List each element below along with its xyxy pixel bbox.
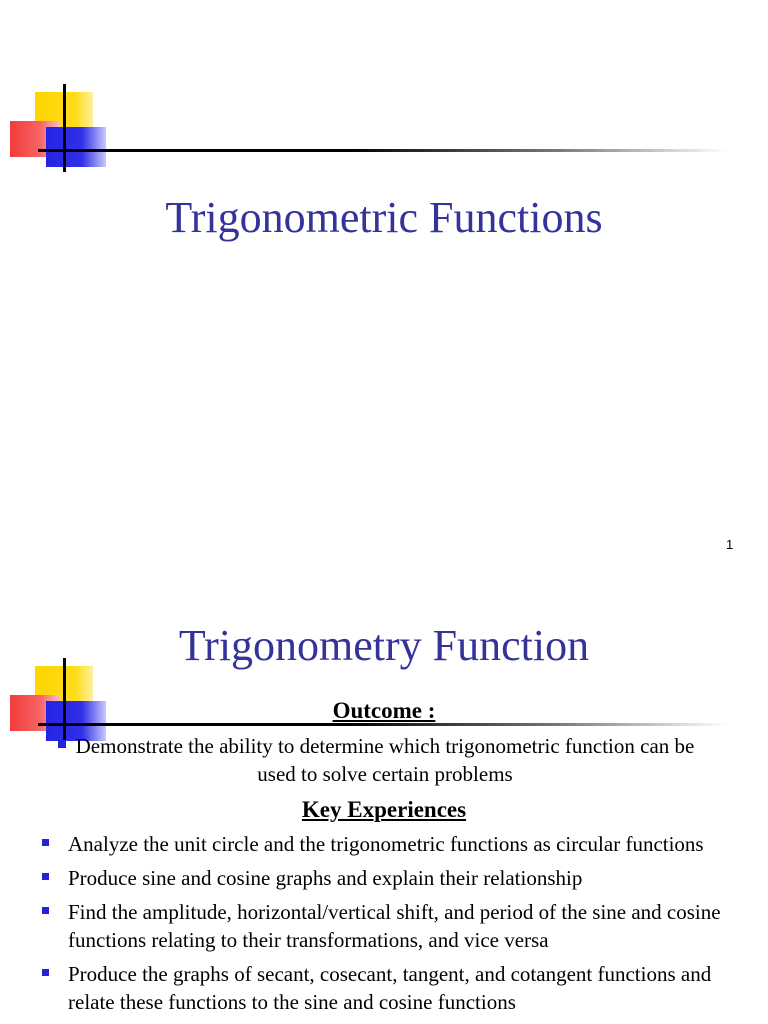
list-item-text: Analyze the unit circle and the trigonometric functions as circular functions [68,832,704,856]
logo-blocks [10,84,730,174]
slide-1-title: Trigonometric Functions [165,193,603,242]
list-item [40,864,740,892]
key-experiences-list [40,830,740,1022]
bullet-square [42,907,49,914]
page-number: 1 [726,537,734,552]
list-item [40,960,740,1016]
bullet-square [42,969,49,976]
outcome-heading: Outcome : [332,698,436,723]
list-item [40,898,740,954]
slide-2 [0,574,768,1024]
bullet-square [42,873,49,880]
list-item [40,830,740,858]
vertical-rule [63,84,66,172]
slide-2-title: Trigonometry Function [178,621,590,670]
horizontal-rule [38,149,728,152]
bullet-square [42,839,49,846]
blue-block [46,127,106,167]
key-experiences-heading: Key Experiences [301,797,467,822]
list-item-text: Produce the graphs of secant, cosecant, tangent, and cotangent functions and relate these functions to the sine and cosine functions [68,962,712,1014]
list-item-text: Find the amplitude, horizontal/vertical shift, and period of the sine and cosine functions relating to their transformations, and vice versa [68,900,721,952]
outcome-text: Demonstrate the ability to determine which trigonometric function can be used to solve certain problems [75,734,695,786]
list-item-text: Produce sine and cosine graphs and explain their relationship [68,866,583,890]
